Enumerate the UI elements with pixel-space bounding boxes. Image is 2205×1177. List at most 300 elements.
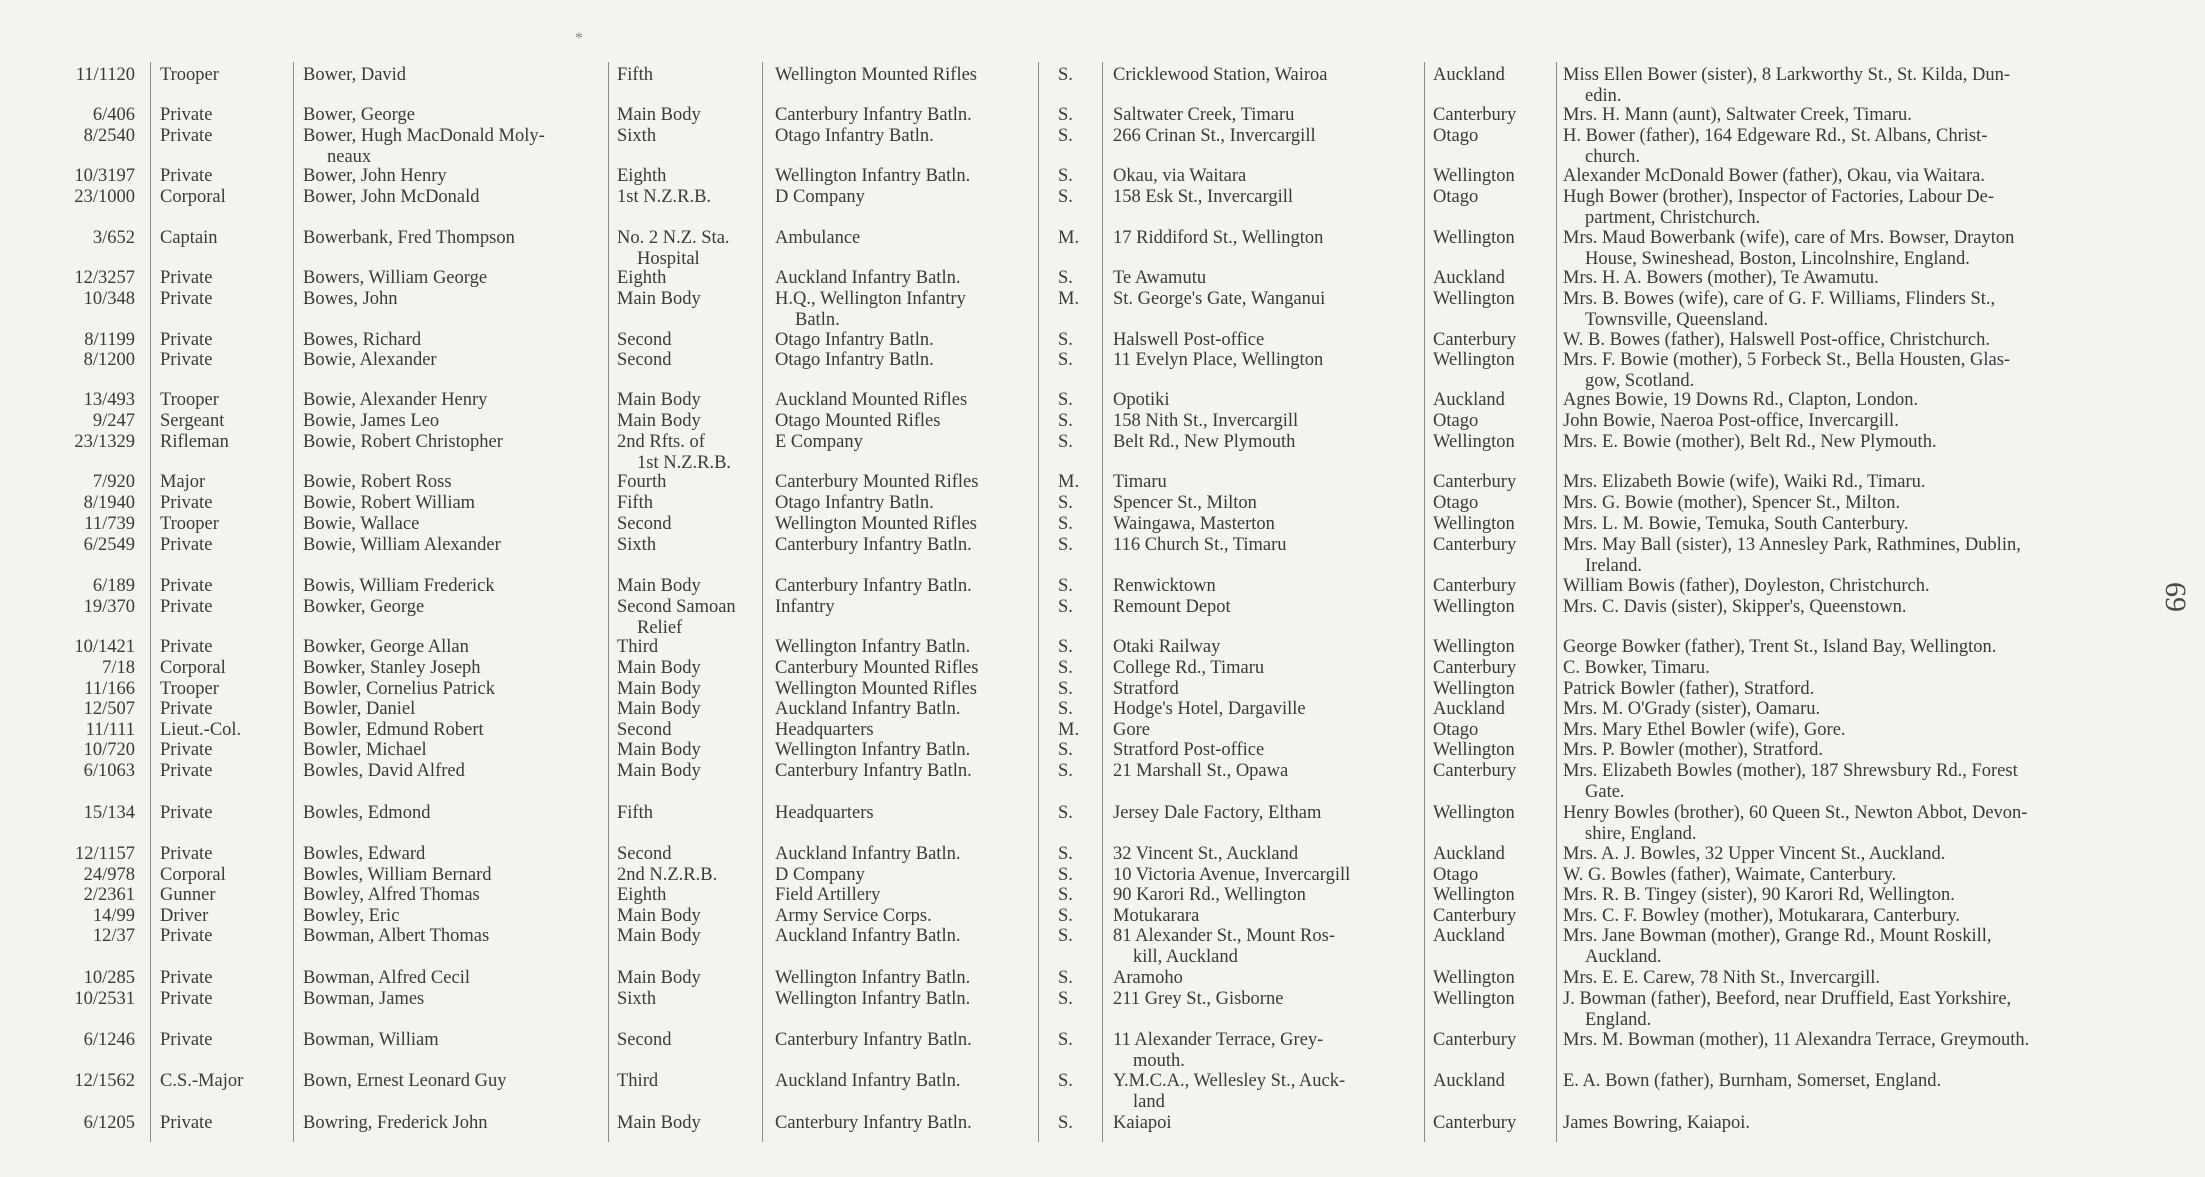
- unit-line: 2nd N.Z.R.B.: [617, 865, 718, 885]
- kin-line: Henry Bowles (brother), 60 Queen St., Newton Abbot, Devon-: [1563, 803, 2028, 823]
- draft-unit: [617, 268, 747, 289]
- address-line: Aramoho: [1113, 968, 1183, 988]
- draft-unit: [617, 126, 747, 147]
- last-address: [1113, 268, 1413, 289]
- kin-line: Mrs. H. A. Bowers (mother), Te Awamutu.: [1563, 268, 1879, 288]
- draft-unit: [617, 289, 747, 310]
- soldier-name: [303, 906, 603, 927]
- soldier-name: [303, 1113, 603, 1134]
- regimental-number: 10/348: [83, 289, 135, 309]
- soldier-name: [303, 166, 603, 187]
- name-line: Bowker, George: [303, 597, 425, 617]
- unit-line: Main Body: [617, 411, 701, 431]
- kin-line: Mrs. A. J. Bowles, 32 Upper Vincent St., Auckland.: [1563, 844, 1946, 864]
- unit-line: 1st N.Z.R.B.: [617, 187, 712, 207]
- next-of-kin: [1563, 65, 2133, 107]
- next-of-kin: [1563, 658, 2133, 679]
- corps-line: Wellington Mounted Rifles: [775, 679, 977, 699]
- draft-unit: [617, 761, 747, 782]
- regimental-number: 12/1562: [74, 1071, 135, 1091]
- draft-unit: [617, 350, 747, 371]
- military-district: Auckland: [1433, 699, 1505, 719]
- soldier-name: [303, 390, 603, 411]
- corps-line: Otago Infantry Batln.: [775, 330, 934, 350]
- kin-line: William Bowis (father), Doyleston, Christchurch.: [1563, 576, 1930, 596]
- corps: [775, 166, 1030, 187]
- corps: [775, 906, 1030, 927]
- next-of-kin: [1563, 514, 2133, 535]
- unit-line: Eighth: [617, 885, 667, 905]
- address-line: Renwicktown: [1113, 576, 1216, 596]
- unit-line: Main Body: [617, 1113, 701, 1133]
- next-of-kin: [1563, 885, 2133, 906]
- unit-line: Sixth: [617, 989, 657, 1009]
- corps-line: Field Artillery: [775, 885, 881, 905]
- rank: Private: [160, 597, 213, 617]
- unit-line: Main Body: [617, 906, 701, 926]
- marital-status: M.: [1058, 228, 1080, 248]
- soldier-name: [303, 699, 603, 720]
- last-address: [1113, 989, 1413, 1010]
- next-of-kin: [1563, 105, 2133, 126]
- kin-line: W. B. Bowes (father), Halswell Post-office, Christchurch.: [1563, 330, 1990, 350]
- unit-line: Main Body: [617, 699, 701, 719]
- next-of-kin: [1563, 740, 2133, 761]
- next-of-kin: [1563, 126, 2133, 168]
- corps: [775, 514, 1030, 535]
- military-district: Wellington: [1433, 679, 1515, 699]
- next-of-kin: [1563, 268, 2133, 289]
- name-line: Bowie, James Leo: [303, 411, 440, 431]
- kin-line: Mrs. May Ball (sister), 13 Annesley Park, Rathmines, Dublin,: [1563, 535, 2021, 555]
- marital-status: S.: [1058, 330, 1073, 350]
- rank: Private: [160, 1113, 213, 1133]
- draft-unit: [617, 865, 747, 886]
- marital-status: S.: [1058, 350, 1073, 370]
- address-line: Cricklewood Station, Wairoa: [1113, 65, 1328, 85]
- next-of-kin: [1563, 699, 2133, 720]
- name-line: Bowie, Alexander: [303, 350, 437, 370]
- marital-status: S.: [1058, 187, 1073, 207]
- military-district: Wellington: [1433, 885, 1515, 905]
- name-line: Bowker, George Allan: [303, 637, 469, 657]
- military-district: Wellington: [1433, 637, 1515, 657]
- corps: [775, 268, 1030, 289]
- kin-line: Mrs. Elizabeth Bowie (wife), Waiki Rd., Timaru.: [1563, 472, 1926, 492]
- rank: Private: [160, 126, 213, 146]
- next-of-kin: [1563, 1071, 2133, 1092]
- rank: Rifleman: [160, 432, 229, 452]
- corps: [775, 761, 1030, 782]
- address-line: Otaki Railway: [1113, 637, 1221, 657]
- draft-unit: [617, 493, 747, 514]
- draft-unit: [617, 576, 747, 597]
- regimental-number: 6/1205: [83, 1113, 135, 1133]
- unit-line: Main Body: [617, 658, 701, 678]
- address-line: Opotiki: [1113, 390, 1170, 410]
- draft-unit: [617, 1030, 747, 1051]
- next-of-kin: [1563, 637, 2133, 658]
- name-line: Bowie, Wallace: [303, 514, 420, 534]
- corps: [775, 1071, 1030, 1092]
- soldier-name: [303, 679, 603, 700]
- corps: [775, 968, 1030, 989]
- draft-unit: [617, 228, 747, 270]
- name-line: Bower, George: [303, 105, 415, 125]
- marital-status: M.: [1058, 472, 1080, 492]
- next-of-kin: [1563, 1113, 2133, 1134]
- name-line: Bower, David: [303, 65, 407, 85]
- unit-line: Second: [617, 844, 672, 864]
- column-rule: [293, 62, 294, 1142]
- corps-line: D Company: [775, 865, 865, 885]
- address-line: Okau, via Waitara: [1113, 166, 1247, 186]
- last-address: [1113, 514, 1413, 535]
- draft-unit: [617, 65, 747, 86]
- draft-unit: [617, 535, 747, 556]
- marital-status: M.: [1058, 289, 1080, 309]
- address-line: 11 Alexander Terrace, Grey-: [1113, 1030, 1324, 1050]
- corps-line: Otago Mounted Rifles: [775, 411, 941, 431]
- kin-line: House, Swineshead, Boston, Lincolnshire, England.: [1585, 249, 1970, 269]
- kin-line: Mrs. M. O'Grady (sister), Oamaru.: [1563, 699, 1821, 719]
- unit-line: Eighth: [617, 268, 667, 288]
- military-district: Wellington: [1433, 166, 1515, 186]
- corps-line: Wellington Mounted Rifles: [775, 65, 977, 85]
- corps-line: Otago Infantry Batln.: [775, 493, 934, 513]
- next-of-kin: [1563, 535, 2133, 577]
- kin-line: J. Bowman (father), Beeford, near Druffield, East Yorkshire,: [1563, 989, 2012, 1009]
- corps: [775, 637, 1030, 658]
- kin-line: H. Bower (father), 164 Edgeware Rd., St. Albans, Christ-: [1563, 126, 1988, 146]
- corps-line: Ambulance: [775, 228, 861, 248]
- regimental-number: 12/507: [83, 699, 135, 719]
- name-line: Bowman, Alfred Cecil: [303, 968, 470, 988]
- name-line: Bowles, Edmond: [303, 803, 431, 823]
- address-line: Saltwater Creek, Timaru: [1113, 105, 1295, 125]
- military-district: Wellington: [1433, 968, 1515, 988]
- kin-line: Ireland.: [1585, 556, 1643, 576]
- corps-line: Wellington Infantry Batln.: [775, 166, 971, 186]
- column-rule: [150, 62, 151, 1142]
- rank: Private: [160, 493, 213, 513]
- draft-unit: [617, 885, 747, 906]
- marital-status: S.: [1058, 1113, 1073, 1133]
- kin-line: Mrs. Jane Bowman (mother), Grange Rd., Mount Roskill,: [1563, 926, 1992, 946]
- last-address: [1113, 105, 1413, 126]
- corps: [775, 844, 1030, 865]
- draft-unit: [617, 803, 747, 824]
- regimental-number: 8/2540: [83, 126, 135, 146]
- soldier-name: [303, 411, 603, 432]
- kin-line: Hugh Bower (brother), Inspector of Factories, Labour De-: [1563, 187, 1995, 207]
- corps: [775, 885, 1030, 906]
- corps-line: Canterbury Infantry Batln.: [775, 535, 972, 555]
- kin-line: Alexander McDonald Bower (father), Okau, via Waitara.: [1563, 166, 1985, 186]
- military-district: Wellington: [1433, 740, 1515, 760]
- marital-status: S.: [1058, 166, 1073, 186]
- regimental-number: 23/1000: [74, 187, 135, 207]
- corps-line: Canterbury Mounted Rifles: [775, 658, 979, 678]
- corps-line: E Company: [775, 432, 863, 452]
- address-line: 211 Grey St., Gisborne: [1113, 989, 1284, 1009]
- next-of-kin: [1563, 289, 2133, 331]
- unit-line: Second: [617, 330, 672, 350]
- next-of-kin: [1563, 989, 2133, 1031]
- military-district: Otago: [1433, 126, 1479, 146]
- marital-status: S.: [1058, 761, 1073, 781]
- kin-line: shire, England.: [1585, 824, 1697, 844]
- rank: Private: [160, 289, 213, 309]
- last-address: [1113, 803, 1413, 824]
- kin-line: Mrs. R. B. Tingey (sister), 90 Karori Rd, Wellington.: [1563, 885, 1955, 905]
- marital-status: S.: [1058, 1071, 1073, 1091]
- corps: [775, 330, 1030, 351]
- marital-status: S.: [1058, 597, 1073, 617]
- last-address: [1113, 535, 1413, 556]
- name-line: Bowler, Michael: [303, 740, 427, 760]
- unit-line: Main Body: [617, 968, 701, 988]
- marital-status: S.: [1058, 105, 1073, 125]
- soldier-name: [303, 926, 603, 947]
- soldier-name: [303, 1030, 603, 1051]
- regimental-number: 10/3197: [74, 166, 135, 186]
- military-district: Wellington: [1433, 803, 1515, 823]
- corps-line: Wellington Infantry Batln.: [775, 740, 971, 760]
- next-of-kin: [1563, 865, 2133, 886]
- next-of-kin: [1563, 1030, 2133, 1051]
- corps: [775, 228, 1030, 249]
- rank: Private: [160, 740, 213, 760]
- next-of-kin: [1563, 844, 2133, 865]
- soldier-name: [303, 187, 603, 208]
- soldier-name: [303, 289, 603, 310]
- name-line: Bowler, Edmund Robert: [303, 720, 484, 740]
- military-district: Canterbury: [1433, 576, 1517, 596]
- marital-status: S.: [1058, 126, 1073, 146]
- regimental-number: 12/3257: [74, 268, 135, 288]
- corps: [775, 65, 1030, 86]
- address-line: Waingawa, Masterton: [1113, 514, 1275, 534]
- marital-status: S.: [1058, 740, 1073, 760]
- marital-status: S.: [1058, 803, 1073, 823]
- address-line: Halswell Post-office: [1113, 330, 1265, 350]
- marital-status: S.: [1058, 535, 1073, 555]
- name-line: Bowley, Alfred Thomas: [303, 885, 480, 905]
- unit-line: Main Body: [617, 390, 701, 410]
- address-line: 116 Church St., Timaru: [1113, 535, 1287, 555]
- corps: [775, 720, 1030, 741]
- page-number: 69: [2159, 582, 2192, 612]
- soldier-name: [303, 968, 603, 989]
- kin-line: church.: [1585, 147, 1640, 167]
- unit-line: Second Samoan: [617, 597, 736, 617]
- next-of-kin: [1563, 411, 2133, 432]
- draft-unit: [617, 166, 747, 187]
- soldier-name: [303, 472, 603, 493]
- military-district: Wellington: [1433, 597, 1515, 617]
- address-line: kill, Auckland: [1133, 947, 1238, 967]
- soldier-name: [303, 885, 603, 906]
- corps-line: Headquarters: [775, 803, 874, 823]
- draft-unit: [617, 844, 747, 865]
- regimental-number: 6/1063: [83, 761, 135, 781]
- last-address: [1113, 720, 1413, 741]
- soldier-name: [303, 65, 603, 86]
- regimental-number: 15/134: [83, 803, 135, 823]
- rank: Driver: [160, 906, 209, 926]
- unit-line: Main Body: [617, 740, 701, 760]
- rank: Lieut.-Col.: [160, 720, 242, 740]
- last-address: [1113, 679, 1413, 700]
- next-of-kin: [1563, 968, 2133, 989]
- rank: Captain: [160, 228, 218, 248]
- rank: C.S.-Major: [160, 1071, 244, 1091]
- military-district: Auckland: [1433, 390, 1505, 410]
- address-line: Hodge's Hotel, Dargaville: [1113, 699, 1306, 719]
- address-line: 158 Esk St., Invercargill: [1113, 187, 1294, 207]
- soldier-name: [303, 330, 603, 351]
- military-district: Canterbury: [1433, 761, 1517, 781]
- military-district: Canterbury: [1433, 472, 1517, 492]
- soldier-name: [303, 535, 603, 556]
- corps-line: Auckland Infantry Batln.: [775, 1071, 961, 1091]
- corps: [775, 679, 1030, 700]
- rank: Private: [160, 968, 213, 988]
- regimental-number: 8/1940: [83, 493, 135, 513]
- draft-unit: [617, 390, 747, 411]
- corps: [775, 126, 1030, 147]
- address-line: 32 Vincent St., Auckland: [1113, 844, 1299, 864]
- address-line: 21 Marshall St., Opawa: [1113, 761, 1289, 781]
- name-line: Bowker, Stanley Joseph: [303, 658, 481, 678]
- unit-line: Main Body: [617, 105, 701, 125]
- kin-line: James Bowring, Kaiapoi.: [1563, 1113, 1751, 1133]
- corps-line: Canterbury Infantry Batln.: [775, 1030, 972, 1050]
- draft-unit: [617, 105, 747, 126]
- name-line: Bowie, Robert William: [303, 493, 476, 513]
- corps: [775, 289, 1030, 331]
- military-district: Otago: [1433, 187, 1479, 207]
- corps: [775, 535, 1030, 556]
- corps-line: Canterbury Infantry Batln.: [775, 761, 972, 781]
- name-line: Bowie, Alexander Henry: [303, 390, 488, 410]
- unit-line: 1st N.Z.R.B.: [637, 453, 732, 473]
- marital-status: S.: [1058, 989, 1073, 1009]
- soldier-name: [303, 740, 603, 761]
- name-line: Bower, John Henry: [303, 166, 447, 186]
- draft-unit: [617, 1071, 747, 1092]
- corps: [775, 699, 1030, 720]
- marital-status: S.: [1058, 699, 1073, 719]
- rank: Trooper: [160, 65, 219, 85]
- corps-line: Auckland Infantry Batln.: [775, 699, 961, 719]
- rank: Private: [160, 699, 213, 719]
- draft-unit: [617, 514, 747, 535]
- military-district: Auckland: [1433, 1071, 1505, 1091]
- corps: [775, 350, 1030, 371]
- draft-unit: [617, 720, 747, 741]
- kin-line: Mrs. C. Davis (sister), Skipper's, Queenstown.: [1563, 597, 1907, 617]
- corps-line: Wellington Mounted Rifles: [775, 514, 977, 534]
- next-of-kin: [1563, 679, 2133, 700]
- unit-line: Main Body: [617, 679, 701, 699]
- corps: [775, 390, 1030, 411]
- draft-unit: [617, 187, 747, 208]
- page-mark: *: [575, 30, 583, 47]
- marital-status: S.: [1058, 411, 1073, 431]
- last-address: [1113, 390, 1413, 411]
- last-address: [1113, 865, 1413, 886]
- address-line: Jersey Dale Factory, Eltham: [1113, 803, 1322, 823]
- rank: Private: [160, 166, 213, 186]
- name-line: Bower, Hugh MacDonald Moly-: [303, 126, 545, 146]
- last-address: [1113, 637, 1413, 658]
- corps-line: Canterbury Infantry Batln.: [775, 1113, 972, 1133]
- address-line: Motukarara: [1113, 906, 1200, 926]
- address-line: Kaiapoi: [1113, 1113, 1172, 1133]
- draft-unit: [617, 432, 747, 474]
- last-address: [1113, 658, 1413, 679]
- corps-line: Army Service Corps.: [775, 906, 932, 926]
- name-line: Bowley, Eric: [303, 906, 400, 926]
- address-line: College Rd., Timaru: [1113, 658, 1265, 678]
- last-address: [1113, 126, 1413, 147]
- military-district: Auckland: [1433, 65, 1505, 85]
- name-line: Bowman, James: [303, 989, 425, 1009]
- soldier-name: [303, 844, 603, 865]
- name-line: Bower, John McDonald: [303, 187, 480, 207]
- corps-line: Otago Infantry Batln.: [775, 126, 934, 146]
- rank: Private: [160, 761, 213, 781]
- kin-line: gow, Scotland.: [1585, 371, 1695, 391]
- kin-line: Miss Ellen Bower (sister), 8 Larkworthy St., St. Kilda, Dun-: [1563, 65, 2011, 85]
- column-rule: [1038, 62, 1039, 1142]
- marital-status: S.: [1058, 576, 1073, 596]
- last-address: [1113, 432, 1413, 453]
- corps-line: Auckland Infantry Batln.: [775, 268, 961, 288]
- name-line: Bowler, Cornelius Patrick: [303, 679, 495, 699]
- address-line: 90 Karori Rd., Wellington: [1113, 885, 1306, 905]
- regimental-number: 11/1120: [75, 65, 135, 85]
- draft-unit: [617, 411, 747, 432]
- unit-line: Fifth: [617, 65, 653, 85]
- kin-line: John Bowie, Naeroa Post-office, Invercargill.: [1563, 411, 1899, 431]
- draft-unit: [617, 740, 747, 761]
- marital-status: S.: [1058, 968, 1073, 988]
- corps-line: Headquarters: [775, 720, 874, 740]
- column-rule: [762, 62, 763, 1142]
- draft-unit: [617, 699, 747, 720]
- marital-status: S.: [1058, 865, 1073, 885]
- draft-unit: [617, 658, 747, 679]
- next-of-kin: [1563, 432, 2133, 453]
- military-district: Wellington: [1433, 289, 1515, 309]
- name-line: Bowman, William: [303, 1030, 439, 1050]
- name-line: Bowie, William Alexander: [303, 535, 501, 555]
- military-district: Canterbury: [1433, 658, 1517, 678]
- last-address: [1113, 1113, 1413, 1134]
- draft-unit: [617, 968, 747, 989]
- next-of-kin: [1563, 493, 2133, 514]
- corps-line: Wellington Infantry Batln.: [775, 637, 971, 657]
- last-address: [1113, 885, 1413, 906]
- address-line: 10 Victoria Avenue, Invercargill: [1113, 865, 1351, 885]
- next-of-kin: [1563, 597, 2133, 618]
- corps: [775, 803, 1030, 824]
- column-rule: [1556, 62, 1557, 1142]
- corps-line: Otago Infantry Batln.: [775, 350, 934, 370]
